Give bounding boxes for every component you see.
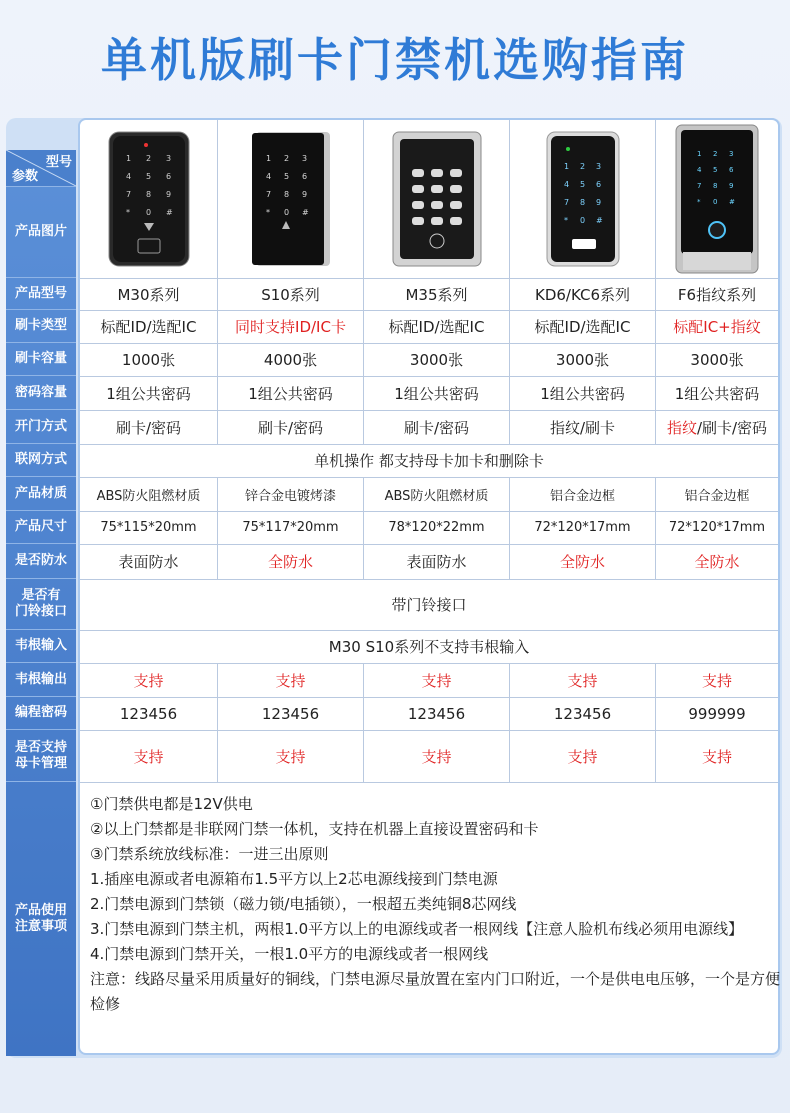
waterproof-value: 全防水: [267, 553, 313, 571]
table-cell: [656, 278, 778, 310]
material-value: 铝合金边框: [684, 488, 750, 504]
open-method-value: 指纹/刷卡: [549, 418, 616, 437]
table-cell: [364, 278, 510, 310]
svg-text:0: 0: [145, 208, 151, 217]
table-cell: [80, 477, 218, 511]
wiegand-out-value: 支持: [567, 671, 598, 690]
table-cell: [656, 544, 778, 579]
card-type-value: 标配ID/选配IC: [100, 318, 197, 336]
label-master-card-line1: 是否支持: [14, 739, 67, 755]
label-network: 联网方式: [6, 444, 76, 477]
prog-password-row: [80, 697, 778, 731]
svg-text:3: 3: [165, 154, 171, 163]
table-cell: [80, 663, 218, 697]
table-cell: [510, 663, 656, 697]
svg-text:4: 4: [265, 172, 271, 181]
svg-text:6: 6: [165, 172, 171, 181]
product-image-s10: [218, 120, 364, 278]
keypad-black-icon: [108, 131, 190, 267]
product-image-m35: [364, 120, 510, 278]
table-cell: [80, 376, 218, 410]
label-master-card-line2: 母卡管理: [14, 755, 67, 771]
svg-text:4: 4: [125, 172, 131, 181]
capacity-value: 4000张: [263, 351, 318, 369]
table-cell: [656, 511, 778, 544]
table-cell: [510, 697, 656, 730]
open-method-value: 刷卡/密码: [115, 418, 182, 437]
card-capacity-row: [80, 343, 778, 377]
table-cell: [218, 663, 364, 697]
table-cell: [656, 663, 778, 697]
usage-notes: [90, 792, 780, 1017]
label-notes: [6, 782, 76, 1056]
master-card-value: 支持: [275, 747, 306, 766]
svg-text:4: 4: [697, 166, 702, 174]
svg-text:6: 6: [729, 166, 734, 174]
image-row: [80, 120, 778, 279]
note-line: 1.插座电源或者电源箱布1.5平方以上2芯电源线接到门禁电源: [90, 870, 498, 888]
model-row: [80, 278, 778, 311]
table-cell: [364, 343, 510, 376]
size-value: 78*120*22mm: [388, 520, 485, 535]
wiegand-out-row: [80, 663, 778, 698]
open-method-value: 刷卡/密码: [403, 418, 470, 437]
wiegand-in-row: [80, 630, 778, 664]
header-param-label: 参数: [12, 169, 39, 184]
doorbell-row: [80, 579, 778, 631]
table-cell: [218, 544, 364, 579]
table-cell: [656, 376, 778, 410]
label-doorbell: [6, 579, 76, 630]
size-value: 75*117*20mm: [242, 520, 339, 535]
table-cell: [364, 730, 510, 782]
wiegand-in-value: M30 S10系列不支持韦根输入: [328, 638, 530, 656]
svg-text:1: 1: [265, 154, 271, 163]
waterproof-value: 全防水: [694, 553, 740, 571]
table-cell: [218, 697, 364, 730]
svg-text:8: 8: [713, 182, 718, 190]
note-line: ②以上门禁都是非联网门禁一体机，支持在机器上直接设置密码和卡: [90, 820, 539, 838]
svg-text:#: #: [301, 208, 309, 217]
table-cell: [364, 376, 510, 410]
table-cell: [656, 343, 778, 376]
table-cell: [80, 697, 218, 730]
table-cell: [656, 697, 778, 730]
product-image-f6: [656, 120, 778, 278]
svg-text:8: 8: [145, 190, 151, 199]
label-model: 产品型号: [6, 278, 76, 310]
material-row: [80, 477, 778, 512]
svg-text:3: 3: [729, 150, 734, 158]
label-wiegand-in: 韦根输入: [6, 630, 76, 663]
table-cell: [218, 376, 364, 410]
svg-text:7: 7: [125, 190, 131, 199]
material-value: 铝合金边框: [549, 488, 615, 504]
material-value: ABS防火阻燃材质: [384, 488, 489, 504]
waterproof-row: [80, 544, 778, 580]
capacity-value: 1000张: [121, 351, 176, 369]
master-card-value: 支持: [567, 747, 598, 766]
table-cell: [364, 697, 510, 730]
label-size: 产品尺寸: [6, 511, 76, 544]
label-notes-line1: 产品使用: [14, 903, 67, 918]
svg-text:9: 9: [165, 190, 171, 199]
open-method-value: 刷卡/密码: [257, 418, 324, 437]
wiegand-out-value: 支持: [421, 671, 452, 690]
svg-text:0: 0: [579, 216, 585, 225]
svg-text:7: 7: [265, 190, 271, 199]
size-value: 72*120*17mm: [668, 520, 766, 535]
password-value: 1组公共密码: [394, 384, 479, 403]
material-value: 锌合金电镀烤漆: [244, 488, 336, 504]
prog-password-value: 123456: [261, 704, 320, 723]
open-method-highlight: 指纹: [666, 418, 697, 437]
table-cell: [218, 410, 364, 444]
card-type-highlight: 标配IC+指纹: [673, 318, 761, 336]
svg-text:5: 5: [713, 166, 718, 174]
master-card-value: 支持: [421, 747, 452, 766]
svg-text:2: 2: [713, 150, 718, 158]
table-cell: [80, 511, 218, 544]
svg-text:#: #: [729, 198, 735, 206]
svg-text:5: 5: [579, 180, 585, 189]
open-method-value: /刷卡/密码: [696, 418, 768, 437]
table-cell: [218, 511, 364, 544]
svg-text:2: 2: [283, 154, 289, 163]
prog-password-value: 123456: [553, 704, 612, 723]
master-card-row: [80, 730, 778, 783]
card-type-value: 标配ID/选配IC: [534, 318, 631, 336]
svg-text:*: *: [265, 208, 270, 217]
doorbell-value: 带门铃接口: [391, 596, 467, 614]
wiegand-out-value: 支持: [275, 671, 306, 690]
note-line: 3.门禁电源到门禁主机，两根1.0平方以上的电源线或者一根网线【注意人脸机布线必须用电源线】: [90, 920, 744, 938]
svg-text:2: 2: [145, 154, 151, 163]
svg-text:3: 3: [301, 154, 307, 163]
table-cell: [510, 278, 656, 310]
svg-text:*: *: [125, 208, 130, 217]
table-cell: [80, 343, 218, 376]
label-image: 产品图片: [6, 186, 76, 278]
label-notes-line2: 注意事项: [14, 919, 67, 934]
svg-text:8: 8: [579, 198, 585, 207]
table-cell: [656, 730, 778, 782]
svg-text:6: 6: [595, 180, 601, 189]
svg-text:8: 8: [283, 190, 289, 199]
keypad-slim-icon: [546, 131, 620, 267]
label-material: 产品材质: [6, 477, 76, 511]
note-line: 4.门禁电源到门禁开关，一根1.0平方的电源线或者一根网线: [90, 945, 489, 963]
model-value: F6指纹系列: [677, 285, 757, 304]
label-card-capacity: 刷卡容量: [6, 343, 76, 376]
product-image-kd6: [510, 120, 656, 278]
table-cell: [364, 511, 510, 544]
svg-text:#: #: [165, 208, 173, 217]
note-line: 2.门禁电源到门禁锁（磁力锁/电插锁），一根超五类纯铜8芯网线: [90, 895, 517, 913]
label-master-card: [6, 730, 76, 782]
model-value: M30系列: [117, 285, 180, 304]
svg-text:#: #: [595, 216, 603, 225]
keypad-metal-icon: [250, 131, 332, 267]
master-card-value: 支持: [133, 747, 164, 766]
table-cell: [510, 544, 656, 579]
table-cell: [656, 310, 778, 343]
note-line: ①门禁供电都是12V供电: [90, 795, 253, 813]
table-cell: [510, 343, 656, 376]
capacity-value: 3000张: [409, 351, 464, 369]
table-cell: [364, 477, 510, 511]
svg-text:0: 0: [283, 208, 289, 217]
table-cell: [364, 310, 510, 343]
size-value: 75*115*20mm: [100, 520, 197, 535]
svg-text:9: 9: [595, 198, 601, 207]
svg-text:6: 6: [301, 172, 307, 181]
table-cell: [218, 278, 364, 310]
password-value: 1组公共密码: [540, 384, 625, 403]
prog-password-value: 999999: [688, 704, 746, 723]
card-type-row: [80, 310, 778, 344]
svg-text:0: 0: [713, 198, 718, 206]
svg-text:*: *: [563, 216, 568, 225]
model-value: M35系列: [405, 285, 468, 304]
svg-text:1: 1: [125, 154, 131, 163]
label-password-capacity: 密码容量: [6, 376, 76, 410]
waterproof-value: 表面防水: [118, 553, 179, 571]
password-row: [80, 376, 778, 411]
svg-text:9: 9: [301, 190, 307, 199]
svg-text:1: 1: [697, 150, 702, 158]
material-value: ABS防火阻燃材质: [96, 488, 201, 504]
capacity-value: 3000张: [690, 351, 744, 369]
svg-text:3: 3: [595, 162, 601, 171]
table-cell: [656, 477, 778, 511]
open-method-row: [80, 410, 778, 445]
table-cell: [510, 310, 656, 343]
master-card-value: 支持: [701, 747, 732, 766]
label-doorbell-line1: 是否有: [21, 588, 61, 603]
table-cell: [218, 477, 364, 511]
label-doorbell-line2: 门铃接口: [14, 604, 67, 619]
password-value: 1组公共密码: [106, 384, 191, 403]
svg-text:5: 5: [283, 172, 289, 181]
network-value: 单机操作 都支持母卡加卡和删除卡: [314, 452, 544, 470]
wiegand-out-value: 支持: [701, 671, 732, 690]
keypad-silver-icon: [392, 131, 482, 267]
product-image-m30: [80, 120, 218, 278]
svg-text:9: 9: [729, 182, 734, 190]
header-model-label: 型号: [45, 155, 72, 170]
table-cell: [510, 376, 656, 410]
waterproof-value: 表面防水: [406, 553, 467, 571]
table-cell: [80, 544, 218, 579]
label-wiegand-out: 韦根输出: [6, 663, 76, 697]
table-cell: [364, 663, 510, 697]
note-line: ③门禁系统放线标准：一进三出原则: [90, 845, 329, 863]
svg-text:7: 7: [563, 198, 569, 207]
model-value: S10系列: [261, 285, 320, 304]
svg-text:2: 2: [579, 162, 585, 171]
table-cell: [218, 730, 364, 782]
svg-text:7: 7: [697, 182, 702, 190]
svg-text:4: 4: [563, 180, 569, 189]
model-value: KD6/KC6系列: [534, 285, 631, 304]
table-cell: [218, 343, 364, 376]
header-corner: [6, 150, 76, 187]
svg-text:*: *: [697, 198, 701, 206]
table-cell: [218, 310, 364, 343]
label-waterproof: 是否防水: [6, 544, 76, 579]
table-cell: [80, 410, 218, 444]
table-cell: [510, 511, 656, 544]
network-row: [80, 444, 778, 478]
table-cell: [510, 730, 656, 782]
svg-text:5: 5: [145, 172, 151, 181]
prog-password-value: 123456: [407, 704, 466, 723]
table-cell: [656, 410, 778, 444]
table-cell: [80, 730, 218, 782]
table-cell: [510, 477, 656, 511]
fingerprint-keypad-icon: [675, 124, 759, 274]
table-cell: [80, 310, 218, 343]
note-line: 注意：线路尽量采用质量好的铜线，门禁电源尽量放置在室内门口附近，一个是供电电压够，一个是方便检修: [90, 970, 781, 1013]
svg-text:1: 1: [563, 162, 569, 171]
table-cell: [80, 278, 218, 310]
label-prog-password: 编程密码: [6, 697, 76, 730]
card-type-highlight: 同时支持ID/IC卡: [235, 318, 346, 336]
waterproof-value: 全防水: [559, 553, 605, 571]
size-row: [80, 511, 778, 545]
password-value: 1组公共密码: [248, 384, 333, 403]
table-cell: [364, 410, 510, 444]
label-open-method: 开门方式: [6, 410, 76, 444]
wiegand-out-value: 支持: [133, 671, 164, 690]
label-card-type: 刷卡类型: [6, 310, 76, 343]
card-type-value: 标配ID/选配IC: [388, 318, 485, 336]
table-cell: [364, 544, 510, 579]
prog-password-value: 123456: [119, 704, 178, 723]
capacity-value: 3000张: [555, 351, 610, 369]
password-value: 1组公共密码: [674, 384, 760, 403]
page-title: 单机版刷卡门禁机选购指南: [101, 33, 689, 87]
table-cell: [510, 410, 656, 444]
size-value: 72*120*17mm: [534, 520, 631, 535]
